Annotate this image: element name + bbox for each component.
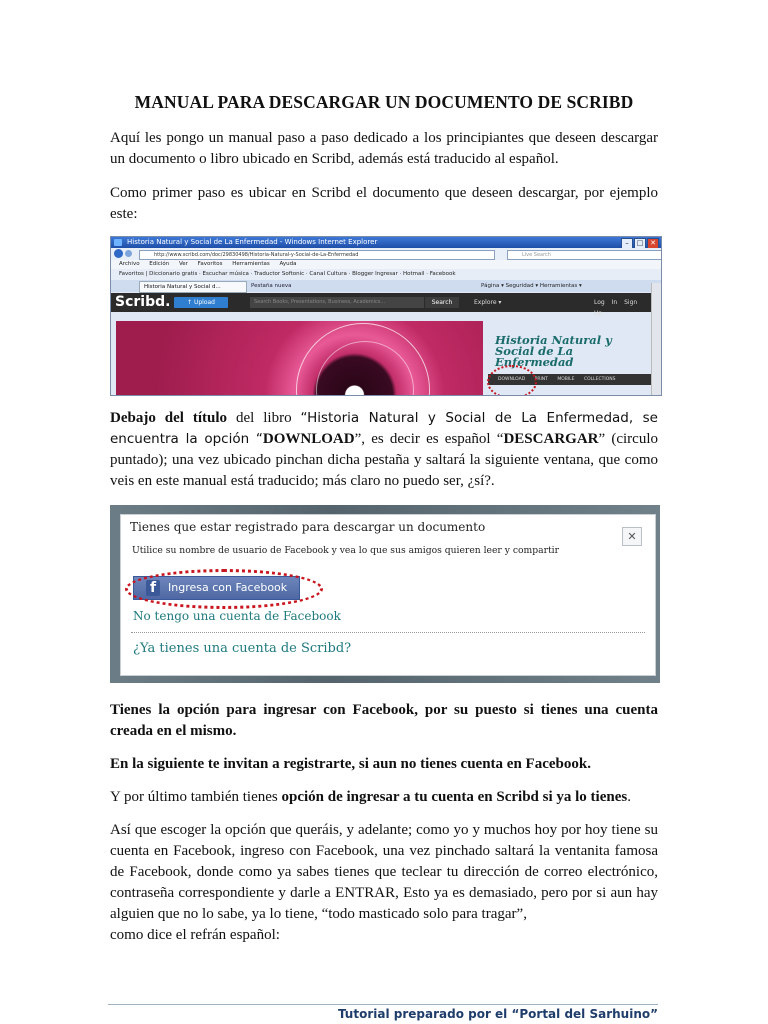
browser-screenshot bbox=[110, 236, 662, 396]
register-dialog bbox=[120, 514, 656, 676]
maximize-icon[interactable]: □ bbox=[634, 238, 646, 249]
search-input[interactable]: Live Search bbox=[507, 250, 662, 260]
bold-text: opción de ingresar a tu cuenta en Scribd si ya lo tienes bbox=[281, 789, 628, 805]
scribd-logo[interactable]: Scribd. bbox=[115, 294, 171, 310]
bold-text: Debajo del título bbox=[110, 410, 228, 426]
scribd-account-link[interactable]: ¿Ya tienes una cuenta de Scribd? bbox=[133, 641, 352, 656]
tab-new[interactable]: Pestaña nueva bbox=[251, 283, 292, 289]
text: Así que escoger la opción que queráis, y adelante; como yo y muchos hoy por hoy tiene su cuenta en Facebook, ingreso con Facebook, una vez pinchado saltará la ventanita famosa de Facebook, donde como ya sabes tienes que teclear tu dirección de correo electrónico, contraseña correspondiente y darle a ENTRAR, Esto ya es demasiado, pero por si aun hay alguien que no lo sabe, ya lo tiene, “todo masticado solo para tragar”, bbox=[110, 822, 658, 922]
tab-scribd[interactable]: Historia Natural y Social d... bbox=[139, 281, 247, 293]
text: del libro bbox=[227, 410, 301, 426]
dialog-screenshot bbox=[110, 505, 660, 683]
explore-menu[interactable]: Explore ▾ bbox=[474, 299, 502, 306]
register-paragraph: En la siguiente te invitan a registrarte, si aun no tienes cuenta en Facebook. bbox=[110, 756, 591, 772]
tab-bar bbox=[111, 280, 661, 292]
close-icon[interactable]: ✕ bbox=[622, 527, 642, 546]
footer-divider bbox=[108, 1004, 658, 1005]
text: . bbox=[627, 789, 631, 805]
back-icon[interactable] bbox=[114, 249, 123, 258]
text: ” (circulo puntado); una vez ubicado pinchan dicha pestaña y saltará la siguiente ventana, que como veis en este manual está traducido; más claro no puedo ser, ¿sí?. bbox=[110, 431, 658, 489]
forward-icon[interactable] bbox=[125, 250, 132, 257]
facebook-button-label: Ingresa con Facebook bbox=[168, 581, 288, 594]
final-paragraph bbox=[110, 820, 658, 946]
dialog-subtitle: Utilice su nombre de usuario de Facebook y vea lo que sus amigos quieren leer y compartir bbox=[132, 545, 559, 556]
address-bar bbox=[111, 248, 661, 260]
intro-paragraph: Aquí les pongo un manual paso a paso dedicado a los principiantes que deseen descargar un documento o libro ubicado en Scribd, además está traducido al español. bbox=[110, 130, 658, 167]
scribd-account-paragraph bbox=[110, 787, 658, 808]
facebook-highlight-oval bbox=[125, 569, 323, 609]
bold-text: DOWNLOAD bbox=[262, 431, 355, 447]
favorites-bar[interactable]: Favoritos | Diccionario gratis · Escuchar música · Traductor Softonic · Canal Cultura · Blogger Ingresar · Hotmail · Facebook bbox=[111, 269, 661, 280]
login-links[interactable]: Log In Sign Up bbox=[594, 299, 638, 317]
command-bar[interactable]: Página ▾ Seguridad ▾ Herramientas ▾ bbox=[481, 283, 582, 289]
step1-paragraph: Como primer paso es ubicar en Scribd el documento que deseen descargar, por ejemplo este: bbox=[110, 185, 658, 222]
document-cover-image bbox=[116, 321, 483, 395]
scribd-search-input[interactable]: Search Books, Presentations, Business, Academics... bbox=[250, 297, 424, 308]
dialog-heading: Tienes que estar registrado para descargar un documento bbox=[130, 520, 486, 534]
close-icon[interactable]: ✕ bbox=[647, 238, 659, 249]
text: ”, es decir es español “ bbox=[354, 431, 504, 447]
window-titlebar bbox=[111, 237, 661, 248]
text: “Historia Natural y Social de La Enfermedad, se encuentra la opción “ bbox=[110, 410, 658, 447]
facebook-option-paragraph: Tienes la opción para ingresar con Facebook, por su puesto si tienes una cuenta creada en el mismo. bbox=[110, 702, 658, 739]
page-title: MANUAL PARA DESCARGAR UN DOCUMENTO DE SCRIBD bbox=[134, 92, 634, 112]
document-actions-bar[interactable]: DOWNLOAD PRINT MOBILE COLLECTIONS bbox=[488, 374, 661, 385]
menu-bar[interactable]: Archivo Edición Ver Favoritos Herramientas Ayuda bbox=[111, 260, 661, 269]
url-input[interactable]: http://www.scribd.com/doc/29830498/Historia-Natural-y-Social-de-La-Enfermedad bbox=[139, 250, 495, 260]
facebook-icon: f bbox=[146, 580, 160, 596]
bold-text: DESCARGAR bbox=[503, 431, 599, 447]
upload-button[interactable]: ↑ Upload bbox=[174, 297, 228, 308]
divider bbox=[131, 632, 645, 633]
no-facebook-link[interactable]: No tengo una cuenta de Facebook bbox=[133, 609, 341, 623]
document-title: Historia Natural y Social de La Enfermedad bbox=[495, 333, 612, 369]
scrollbar[interactable] bbox=[651, 283, 661, 395]
search-button[interactable]: Search bbox=[425, 297, 459, 308]
text: como dice el refrán español: bbox=[110, 927, 280, 943]
minimize-icon[interactable]: – bbox=[621, 238, 633, 249]
ie-logo-icon bbox=[114, 239, 122, 246]
footer-credit: Tutorial preparado por el “Portal del Sarhuino” bbox=[337, 1007, 658, 1021]
download-paragraph bbox=[110, 408, 658, 492]
download-highlight-circle bbox=[487, 365, 537, 396]
window-title: Historia Natural y Social de La Enfermedad - Windows Internet Explorer bbox=[127, 238, 378, 246]
text: Y por último también tienes bbox=[110, 789, 282, 805]
scribd-header bbox=[111, 293, 651, 317]
